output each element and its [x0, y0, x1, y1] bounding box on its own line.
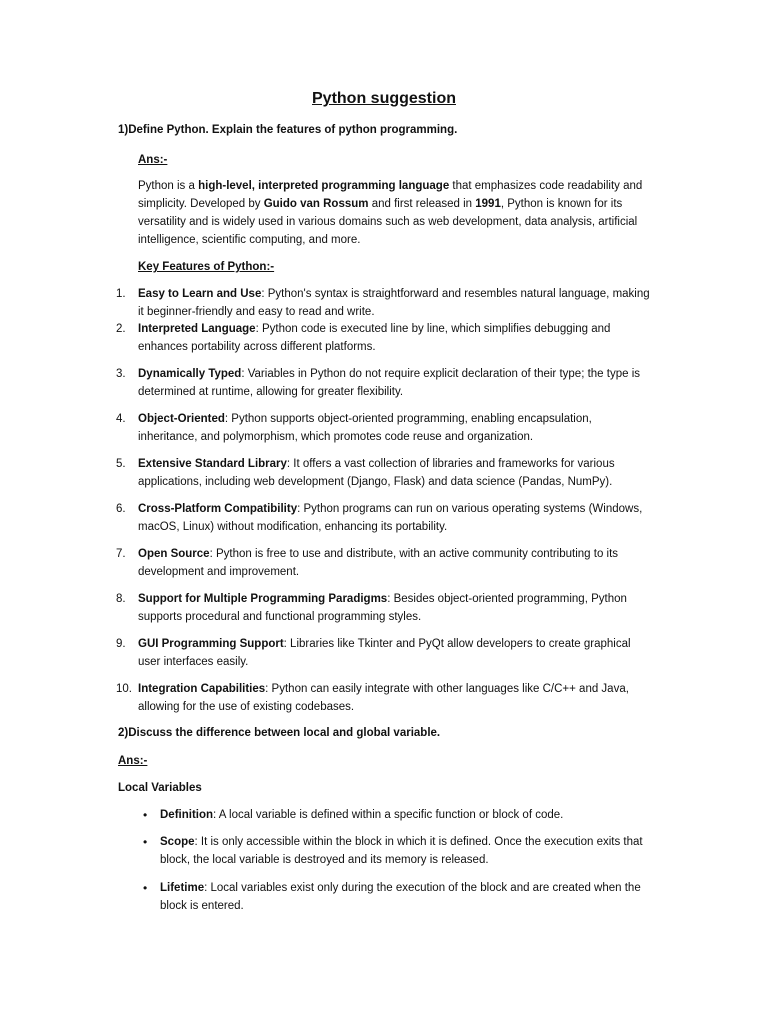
feature-number: 2. [116, 323, 126, 335]
question-2: 2)Discuss the difference between local and global variable. [118, 727, 441, 739]
bullet-icon: • [143, 808, 148, 822]
feature-item: Extensive Standard Library: It offers a vast collection of libraries and frameworks for various applications, including web development (Django, Flask) and data science (Pandas, NumPy). [138, 458, 615, 488]
bullet-item: Lifetime: Local variables exist only during the execution of the block and are created when the block is entered. [160, 882, 641, 912]
feature-item: Cross-Platform Compatibility: Python programs can run on various operating systems (Windows, macOS, Linux) without modification, enhancing its portability. [138, 503, 643, 533]
feature-item: Integration Capabilities: Python can easily integrate with other languages like C/C++ and Java, allowing for the use of existing codebases. [138, 683, 629, 713]
bullet-item: Scope: It is only accessible within the block in which it is defined. Once the execution exits that block, the local variable is destroyed and its memory is released. [160, 836, 643, 866]
python-intro-paragraph: Python is a high-level, interpreted programming language that emphasizes code readability and simplicity. Developed by Guido van Rossum and first released in 1991, Python is known for its versatility and is widely used in various domains such as web development, data analysis, artificial intelligence, scientific computing, and more. [138, 180, 643, 246]
feature-item: GUI Programming Support: Libraries like Tkinter and PyQt allow developers to create graphical user interfaces easily. [138, 638, 631, 668]
feature-number: 9. [116, 638, 126, 650]
feature-item: Object-Oriented: Python supports object-oriented programming, enabling encapsulation, inheritance, and polymorphism, which promotes code reuse and organization. [138, 413, 592, 443]
feature-item: Interpreted Language: Python code is executed line by line, which simplifies debugging and enhances portability across different platforms. [138, 323, 611, 353]
feature-number: 6. [116, 503, 126, 515]
answer-label-2: Ans:- [118, 755, 148, 767]
feature-item: Open Source: Python is free to use and distribute, with an active community contributing to its development and improvement. [138, 548, 619, 578]
feature-number: 3. [116, 368, 126, 380]
answer-label-1: Ans:- [138, 154, 168, 166]
key-features-heading: Key Features of Python:- [138, 261, 275, 273]
feature-item: Easy to Learn and Use: Python's syntax is straightforward and resembles natural language, making it beginner-friendly and easy to read and write. [138, 288, 650, 318]
feature-number: 10. [116, 683, 132, 695]
feature-number: 4. [116, 413, 126, 425]
feature-number: 7. [116, 548, 126, 560]
page-title: Python suggestion [312, 90, 456, 107]
feature-number: 5. [116, 458, 126, 470]
question-1: 1)Define Python. Explain the features of python programming. [118, 124, 458, 136]
feature-number: 8. [116, 593, 126, 605]
feature-item: Dynamically Typed: Variables in Python do not require explicit declaration of their type; the type is determined at runtime, allowing for greater flexibility. [138, 368, 641, 398]
local-variables-heading: Local Variables [118, 782, 202, 794]
feature-number: 1. [116, 288, 126, 300]
feature-item: Support for Multiple Programming Paradigms: Besides object-oriented programming, Python supports procedural and functional programming styles. [138, 593, 627, 623]
bullet-item: Definition: A local variable is defined within a specific function or block of code. [160, 809, 564, 821]
bullet-icon: • [143, 835, 148, 849]
bullet-icon: • [143, 881, 148, 895]
